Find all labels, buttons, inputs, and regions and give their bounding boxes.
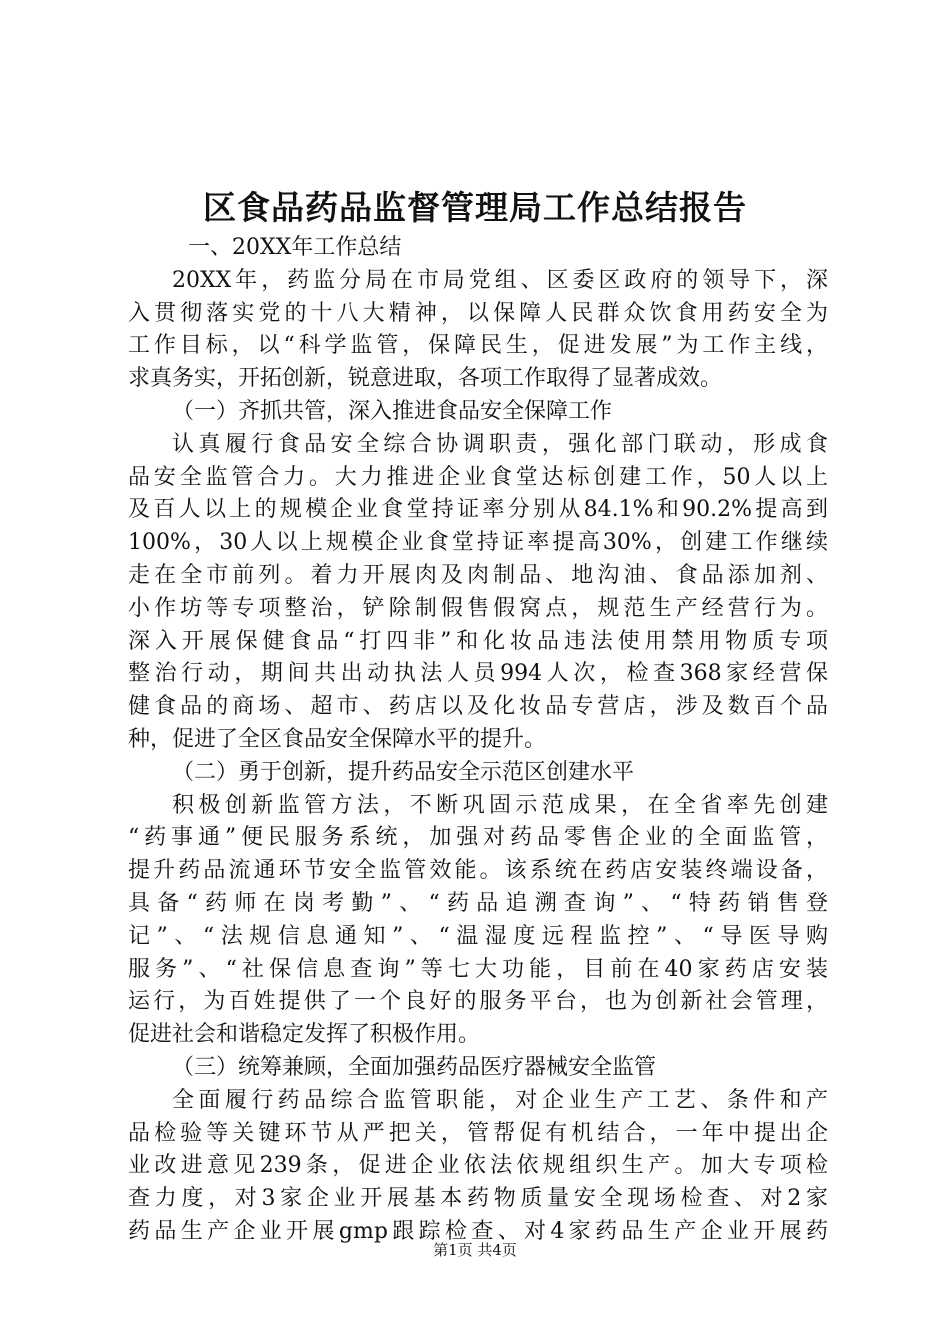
text-line: 促进社会和谐稳定发挥了积极作用。	[128, 1022, 481, 1048]
text-line: 求真务实，开拓创新，锐意进取，各项工作取得了显著成效。	[128, 366, 723, 392]
text-line: 查力度，对3家企业开展基本药物质量安全现场检查、对2家	[128, 1186, 828, 1212]
text-line: 服务”、“社保信息查询”等七大功能，目前在40家药店安装	[128, 956, 828, 982]
text-line: 整治行动，期间共出动执法人员994人次，检查368家经营保	[128, 661, 828, 687]
document-title: 区食品药品监督管理局工作总结报告	[203, 188, 747, 227]
text-line: 运行，为百姓提供了一个良好的服务平台，也为创新社会管理，	[128, 989, 828, 1015]
text-line: 健食品的商场、超市、药店以及化妆品专营店，涉及数百个品	[128, 694, 828, 720]
text-line: 提升药品流通环节安全监管效能。该系统在药店安装终端设备，	[128, 858, 828, 884]
text-line: 业改进意见239条，促进企业依法依规组织生产。加大专项检	[128, 1153, 828, 1179]
text-line: 100%，30人以上规模企业食堂持证率提高30%，创建工作继续	[128, 530, 828, 556]
text-line: 积极创新监管方法，不断巩固示范成果，在全省率先创建	[172, 792, 828, 818]
text-line: 具备“药师在岗考勤”、“药品追溯查询”、“特药销售登	[128, 890, 828, 916]
text-line: 种，促进了全区食品安全保障水平的提升。	[128, 726, 547, 752]
text-line: （一）齐抓共管，深入推进食品安全保障工作	[172, 398, 613, 424]
text-line: “药事通”便民服务系统，加强对药品零售企业的全面监管，	[128, 825, 828, 851]
document-body	[128, 232, 828, 1249]
page-footer: 第1页 共4页	[433, 1241, 517, 1259]
text-line: （二）勇于创新，提升药品安全示范区创建水平	[172, 759, 635, 785]
text-line: 药品生产企业开展gmp跟踪检查、对4家药品生产企业开展药	[128, 1218, 828, 1244]
text-line: 小作坊等专项整治，铲除制假售假窝点，规范生产经营行为。	[128, 595, 828, 621]
text-line: 及百人以上的规模企业食堂持证率分别从84.1%和90.2%提高到	[128, 497, 828, 523]
text-line: 工作目标，以“科学监管，保障民生，促进发展”为工作主线，	[128, 333, 828, 359]
text-line: 记”、“法规信息通知”、“温湿度远程监控”、“导医导购	[128, 923, 828, 949]
text-line: 品安全监管合力。大力推进企业食堂达标创建工作，50人以上	[128, 464, 828, 490]
text-line: （三）统筹兼顾，全面加强药品医疗器械安全监管	[172, 1054, 657, 1080]
text-line: 一、20XX年工作总结	[188, 235, 402, 260]
text-line: 入贯彻落实党的十八大精神，以保障人民群众饮食用药安全为	[128, 300, 828, 326]
text-line: 认真履行食品安全综合协调职责，强化部门联动，形成食	[172, 431, 828, 457]
text-line: 深入开展保健食品“打四非”和化妆品违法使用禁用物质专项	[128, 628, 828, 654]
text-line: 全面履行药品综合监管职能，对企业生产工艺、条件和产	[172, 1087, 828, 1113]
text-line: 品检验等关键环节从严把关，管帮促有机结合，一年中提出企	[128, 1120, 828, 1146]
text-line: 20XX年，药监分局在市局党组、区委区政府的领导下，深	[172, 267, 828, 293]
text-line: 走在全市前列。着力开展肉及肉制品、地沟油、食品添加剂、	[128, 562, 828, 588]
